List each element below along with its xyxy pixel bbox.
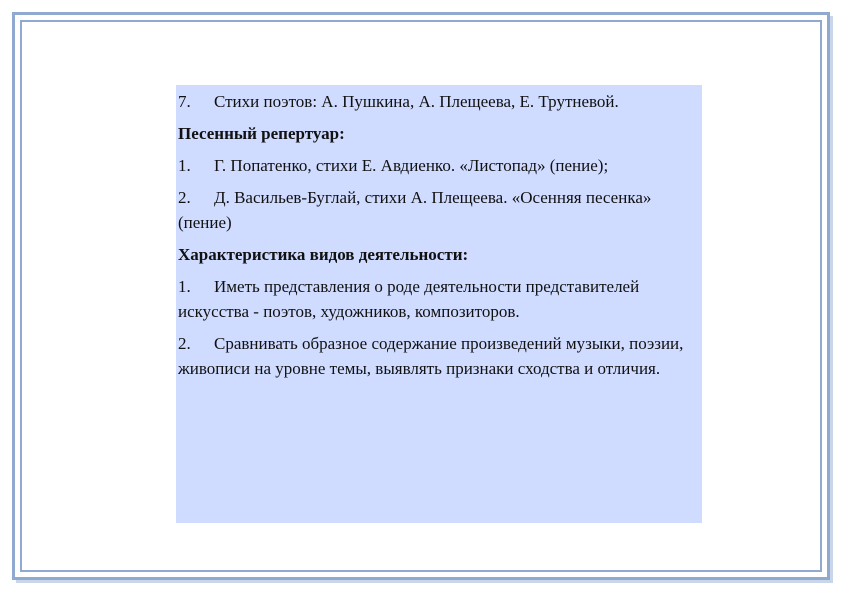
list-item-poems (178, 89, 692, 114)
list-item-text: Иметь представления о роде деятельности представителей искусства - поэтов, художников, композиторов. (178, 277, 640, 321)
list-item-number: 2. (178, 188, 191, 207)
song-item (178, 185, 692, 235)
list-item-number: 1. (178, 277, 191, 296)
activity-item (178, 274, 692, 324)
list-item-text: Г. Попатенко, стихи Е. Авдиенко. «Листопад» (пение); (214, 156, 609, 175)
activities-heading: Характеристика видов деятельности: (178, 245, 469, 264)
list-item-text: Д. Васильев-Буглай, стихи А. Плещеева. «Осенняя песенка» (пение) (178, 188, 652, 232)
activity-item (178, 331, 692, 381)
content-box (176, 85, 702, 523)
frame-shadow-right (830, 16, 833, 582)
list-item-text: Сравнивать образное содержание произведений музыки, поэзии, живописи на уровне темы, выявлять признаки сходства и отличия. (178, 334, 684, 378)
list-item-text: Стихи поэтов: А. Пушкина, А. Плещеева, Е. Трутневой. (214, 92, 619, 111)
frame-shadow-bottom (16, 580, 833, 583)
list-item-number: 1. (178, 156, 191, 175)
song-repertoire-heading: Песенный репертуар: (178, 124, 345, 143)
list-item-number: 7. (178, 92, 191, 111)
list-item-number: 2. (178, 334, 191, 353)
song-item (178, 153, 692, 178)
